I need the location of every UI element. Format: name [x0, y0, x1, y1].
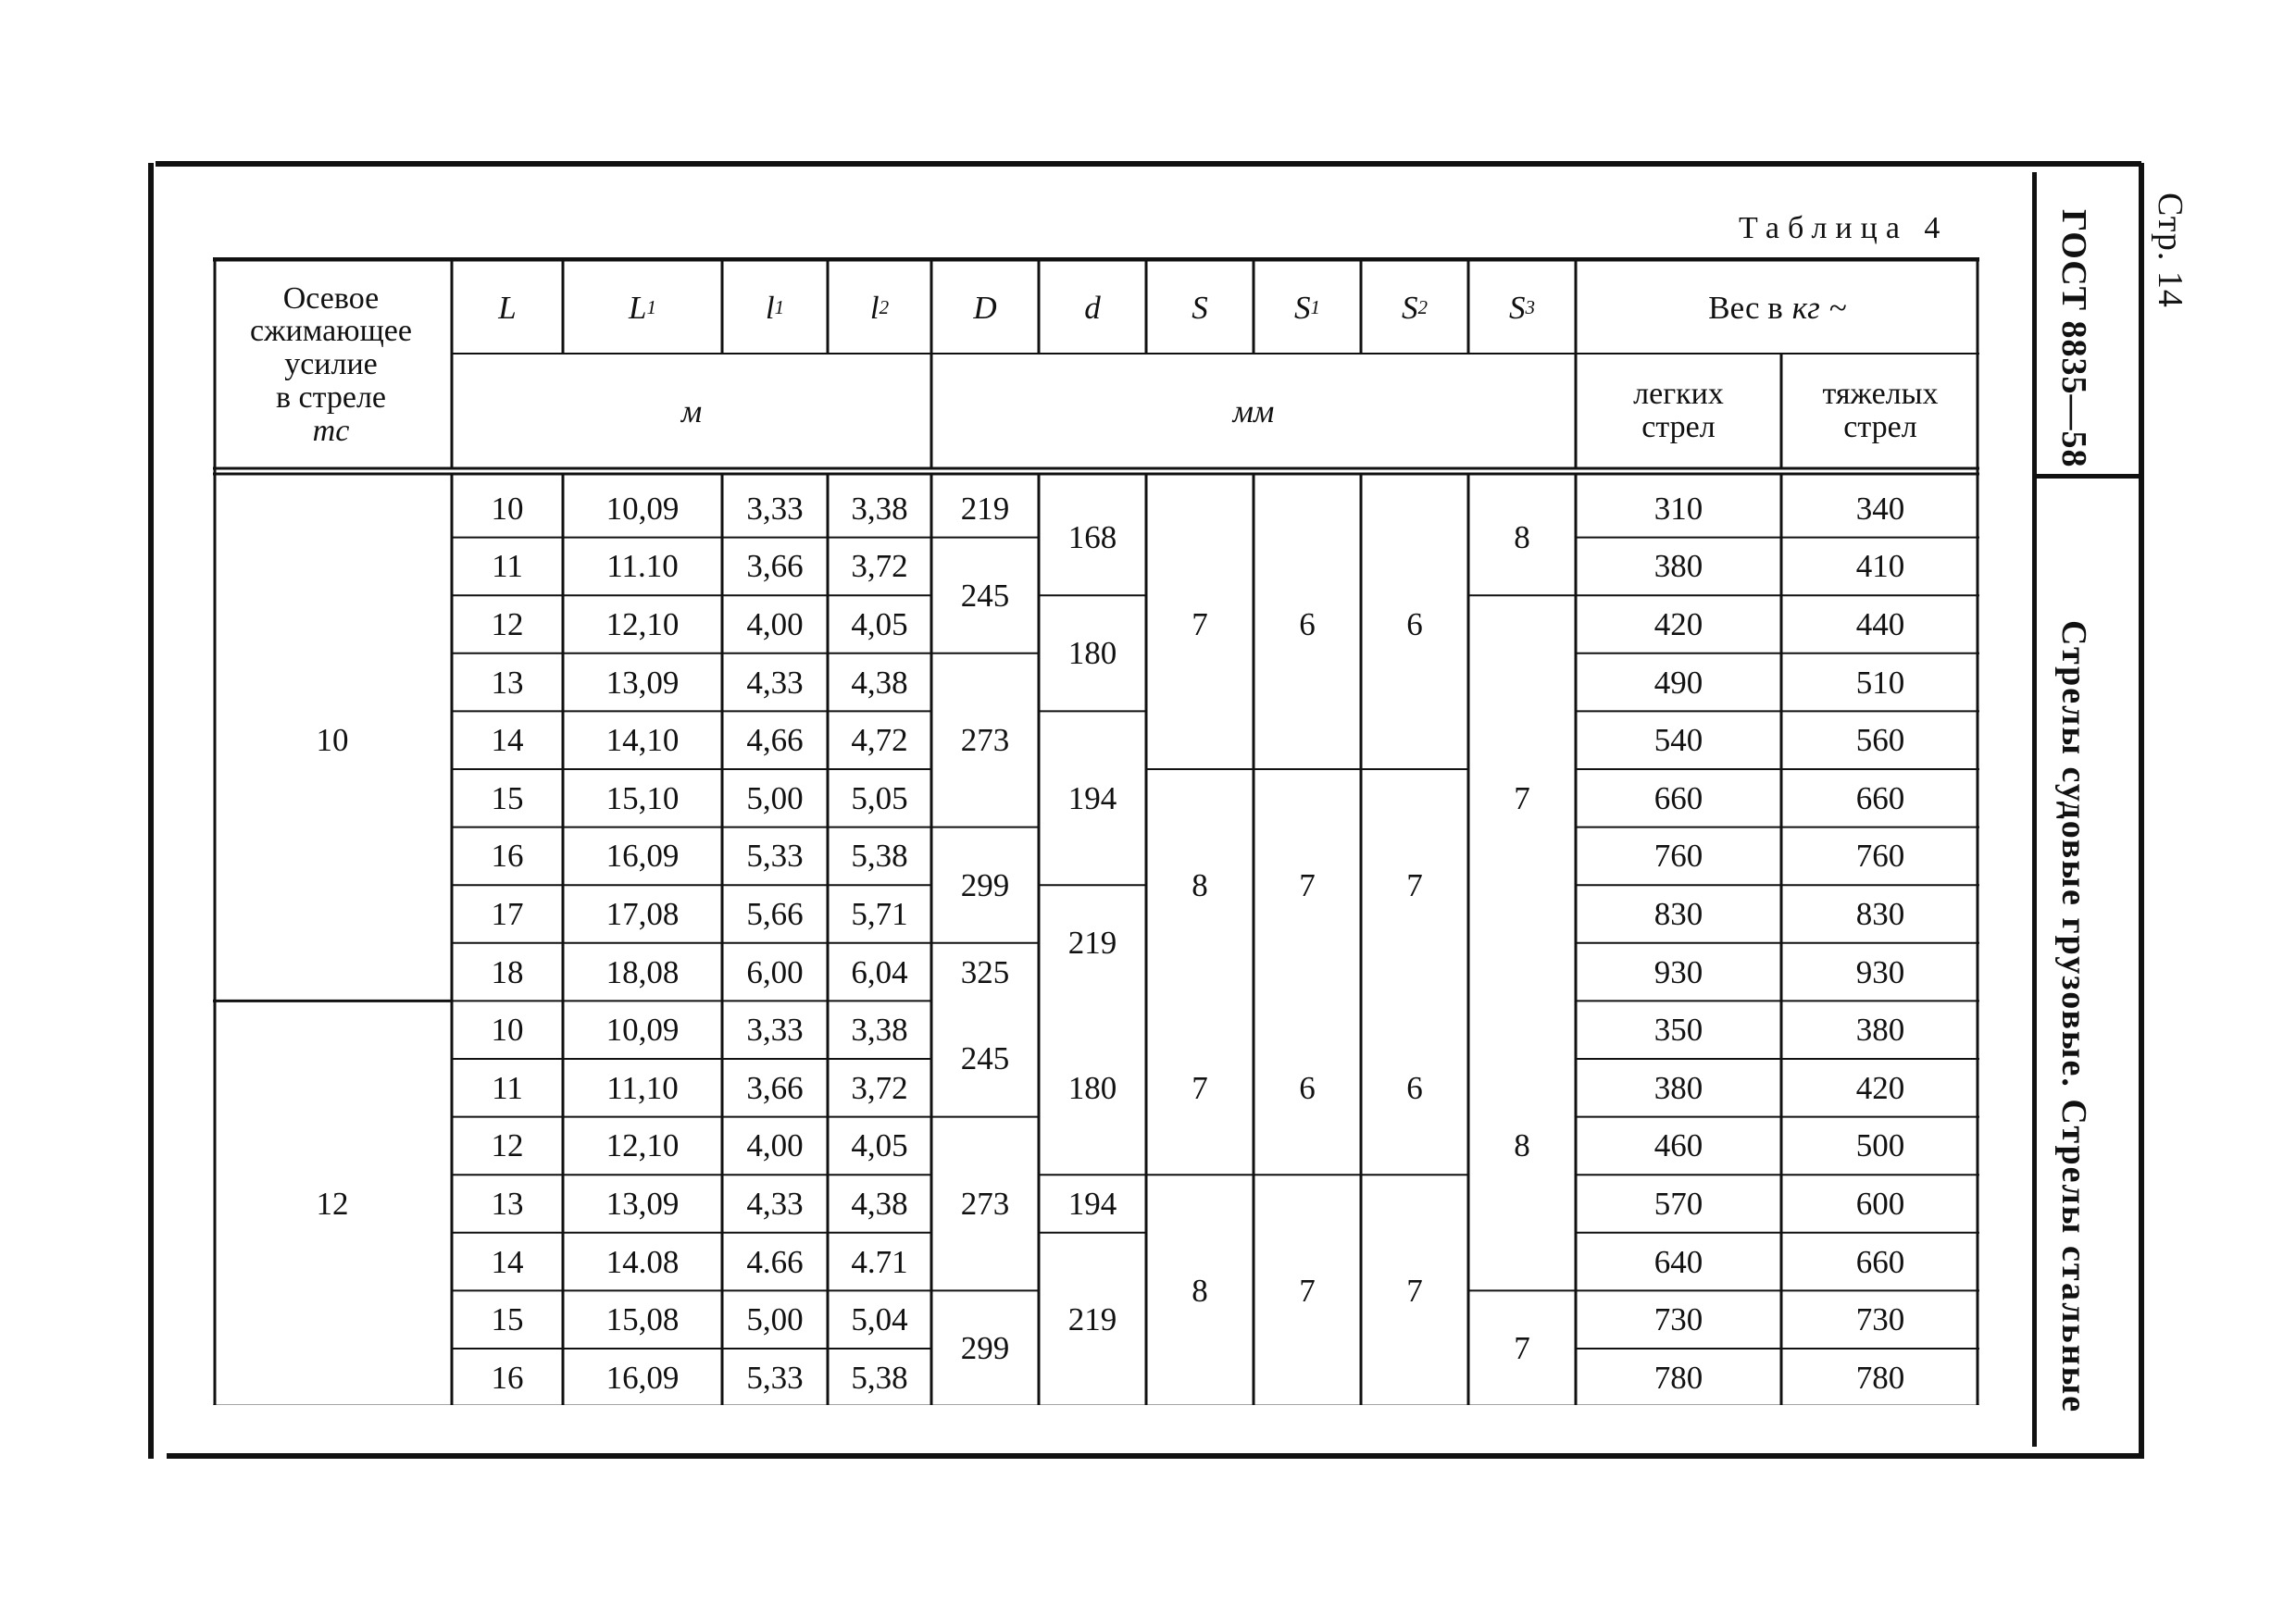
header-L1: [563, 263, 722, 352]
cell-S2: 6: [1406, 606, 1423, 642]
cell-D: 273: [960, 1185, 1010, 1222]
cell-L: 14: [491, 722, 524, 759]
cell-S3: 8: [1514, 519, 1530, 556]
cell-L1: 10,09: [605, 490, 680, 527]
cell-L1: 15,08: [605, 1301, 680, 1338]
cell-L1: 11,10: [606, 1069, 679, 1106]
cell-weight-light: 830: [1653, 895, 1703, 932]
cell-L1: 12,10: [605, 1127, 680, 1164]
cell-S3: 8: [1514, 1127, 1530, 1164]
cell-L1: 16,09: [605, 838, 680, 875]
cell-S: 7: [1192, 606, 1208, 642]
cell-l2: 3,72: [851, 1069, 908, 1106]
header-S3-text: S: [1509, 289, 1526, 326]
header-unit-mm: [931, 357, 1576, 465]
cell-weight-heavy: 830: [1855, 895, 1905, 932]
header-S2: [1361, 263, 1468, 352]
cell-l1: 4,00: [746, 605, 804, 642]
cell-L: 10: [491, 490, 524, 527]
cell-weight-heavy: 420: [1855, 1069, 1905, 1106]
cell-d: 194: [1067, 779, 1117, 816]
cell-D: 325: [960, 953, 1010, 990]
header-l1-text: l: [765, 289, 775, 326]
header-S2-sub: 2: [1417, 295, 1428, 318]
cell-d: 180: [1067, 635, 1117, 672]
cell-L1: 18,08: [605, 953, 680, 990]
cell-l2: 5,71: [851, 895, 908, 932]
cell-l1: 5,00: [746, 1301, 804, 1338]
cell-l1: 6,00: [746, 953, 804, 990]
cell-weight-heavy: 930: [1855, 953, 1905, 990]
cell-l1: 3,66: [746, 548, 804, 585]
cell-S1: 7: [1299, 866, 1316, 903]
header-L: [452, 263, 563, 352]
header-light-line-2: стрел: [1641, 410, 1716, 444]
cell-weight-light: 660: [1653, 779, 1703, 816]
header-light-line-1: легких: [1633, 377, 1724, 412]
header-force-line-1: Осевое: [282, 280, 380, 316]
cell-l1: 5,00: [746, 779, 804, 816]
cell-L1: 10,09: [605, 1012, 680, 1049]
cell-D: 245: [960, 1040, 1010, 1077]
cell-L: 10: [491, 1012, 524, 1049]
axial-force-value: 10: [316, 722, 349, 759]
header-S: [1146, 263, 1254, 352]
cell-L: 16: [491, 838, 524, 875]
cell-weight-heavy: 560: [1855, 722, 1905, 759]
cell-weight-light: 490: [1653, 664, 1703, 701]
header-light-booms: [1576, 357, 1781, 465]
cell-l1: 5,33: [746, 1359, 804, 1396]
table-caption: Таблица 4: [1739, 211, 1949, 245]
header-weight-unit: кг: [1791, 289, 1820, 326]
header-force-line-2: сжимающее: [250, 314, 412, 349]
cell-weight-light: 760: [1653, 838, 1703, 875]
cell-L1: 12,10: [605, 605, 680, 642]
cell-l2: 3,72: [851, 548, 908, 585]
cell-weight-light: 570: [1653, 1185, 1703, 1222]
cell-weight-heavy: 730: [1855, 1301, 1905, 1338]
cell-weight-heavy: 380: [1855, 1012, 1905, 1049]
cell-weight-heavy: 600: [1855, 1185, 1905, 1222]
cell-l2: 4,05: [851, 605, 908, 642]
cell-S: 7: [1192, 1069, 1208, 1106]
cell-L: 18: [491, 953, 524, 990]
cell-l2: 3,38: [851, 1012, 908, 1049]
header-weight-text: Вес в: [1708, 289, 1783, 326]
cell-l1: 4,33: [746, 664, 804, 701]
cell-weight-heavy: 780: [1855, 1359, 1905, 1396]
cell-D: 299: [960, 1330, 1010, 1367]
cell-L: 17: [491, 895, 524, 932]
cell-S1: 6: [1299, 1069, 1316, 1106]
header-force-line-3: усилие: [284, 347, 378, 382]
header-heavy-line-1: тяжелых: [1822, 377, 1939, 412]
cell-l2: 3,38: [851, 490, 908, 527]
cell-weight-heavy: 410: [1855, 548, 1905, 585]
cell-l2: 6,04: [851, 953, 908, 990]
cell-l2: 4,38: [851, 1185, 908, 1222]
header-L1-sub: 1: [646, 295, 656, 318]
header-heavy-line-2: стрел: [1843, 410, 1917, 444]
document-title: Стрелы судовые грузовые. Стрелы стальные: [2054, 620, 2093, 1414]
axial-force-value: 12: [316, 1185, 349, 1222]
cell-d: 219: [1067, 1301, 1117, 1338]
header-axial-force: [213, 263, 449, 466]
frame-top-rule: [156, 161, 2141, 167]
cell-weight-light: 730: [1653, 1301, 1703, 1338]
header-L1-text: L: [629, 289, 647, 326]
cell-l1: 3,66: [746, 1069, 804, 1106]
header-D-text: D: [973, 289, 997, 326]
cell-l2: 5,05: [851, 779, 908, 816]
cell-l2: 5,04: [851, 1301, 908, 1338]
header-l2-sub: 2: [879, 295, 890, 318]
header-weight-tilde: ~: [1828, 289, 1847, 326]
cell-d: 180: [1067, 1069, 1117, 1106]
cell-L1: 13,09: [605, 664, 680, 701]
cell-D: 245: [960, 577, 1010, 614]
cell-weight-heavy: 760: [1855, 838, 1905, 875]
header-unit-mm-text: мм: [1232, 392, 1275, 429]
cell-L: 11: [492, 1069, 523, 1106]
header-unit-m: [452, 357, 931, 465]
cell-L: 15: [491, 779, 524, 816]
cell-l1: 4,00: [746, 1127, 804, 1164]
cell-L: 11: [492, 548, 523, 585]
header-S1-text: S: [1294, 289, 1311, 326]
cell-L1: 13,09: [605, 1185, 680, 1222]
header-S1-sub: 1: [1310, 295, 1320, 318]
header-S-text: S: [1192, 289, 1208, 326]
cell-weight-light: 310: [1653, 490, 1703, 527]
cell-l1: 5,33: [746, 838, 804, 875]
cell-l1: 3,33: [746, 490, 804, 527]
cell-weight-light: 380: [1653, 1069, 1703, 1106]
cell-weight-heavy: 660: [1855, 779, 1905, 816]
cell-L1: 14,10: [605, 722, 680, 759]
cell-d: 168: [1067, 519, 1117, 556]
cell-L: 12: [491, 605, 524, 642]
header-l2-text: l: [869, 289, 880, 326]
cell-l1: 5,66: [746, 895, 804, 932]
cell-d: 219: [1067, 925, 1117, 962]
frame-left-rule: [148, 163, 154, 1459]
cell-L: 13: [491, 664, 524, 701]
header-l1-sub: 1: [774, 295, 785, 318]
cell-L: 16: [491, 1359, 524, 1396]
frame-bottom-rule: [167, 1453, 2143, 1459]
cell-D: 299: [960, 866, 1010, 903]
cell-L1: 14.08: [605, 1243, 680, 1280]
header-d: [1039, 263, 1146, 352]
cell-weight-heavy: 510: [1855, 664, 1905, 701]
header-unit-m-text: м: [680, 392, 703, 429]
cell-S3: 7: [1514, 779, 1530, 816]
cell-weight-light: 780: [1653, 1359, 1703, 1396]
header-S1: [1254, 263, 1361, 352]
header-l2: [828, 263, 931, 352]
cell-weight-light: 930: [1653, 953, 1703, 990]
cell-weight-light: 350: [1653, 1012, 1703, 1049]
data-table: [213, 257, 1979, 1405]
header-weight: [1576, 263, 1979, 352]
header-S3: [1468, 263, 1576, 352]
header-heavy-booms: [1781, 357, 1979, 465]
cell-l1: 4,33: [746, 1185, 804, 1222]
cell-L1: 17,08: [605, 895, 680, 932]
cell-l2: 4,38: [851, 664, 908, 701]
cell-L: 13: [491, 1185, 524, 1222]
header-d-text: d: [1084, 289, 1101, 326]
page-number: Стр. 14: [2151, 193, 2190, 308]
gost-code: ГОСТ 8835—58: [2054, 209, 2093, 468]
cell-S1: 7: [1299, 1272, 1316, 1309]
cell-weight-light: 460: [1653, 1127, 1703, 1164]
cell-weight-light: 420: [1653, 605, 1703, 642]
header-S3-sub: 3: [1525, 295, 1535, 318]
cell-l2: 4,05: [851, 1127, 908, 1164]
side-panel-divider: [2037, 474, 2139, 479]
cell-l1: 3,33: [746, 1012, 804, 1049]
cell-weight-heavy: 340: [1855, 490, 1905, 527]
cell-weight-heavy: 440: [1855, 605, 1905, 642]
cell-weight-heavy: 660: [1855, 1243, 1905, 1280]
cell-L1: 11.10: [606, 548, 679, 585]
cell-l2: 5,38: [851, 838, 908, 875]
cell-L1: 16,09: [605, 1359, 680, 1396]
cell-weight-light: 640: [1653, 1243, 1703, 1280]
header-S2-text: S: [1402, 289, 1418, 326]
cell-l1: 4.66: [746, 1243, 804, 1280]
cell-l2: 5,38: [851, 1359, 908, 1396]
header-L-text: L: [498, 289, 517, 326]
cell-S: 8: [1192, 1272, 1208, 1309]
cell-l2: 4,72: [851, 722, 908, 759]
cell-S2: 7: [1406, 866, 1423, 903]
header-force-unit: тс: [312, 413, 350, 448]
cell-d: 194: [1067, 1185, 1117, 1222]
cell-L1: 15,10: [605, 779, 680, 816]
cell-S: 8: [1192, 866, 1208, 903]
cell-l1: 4,66: [746, 722, 804, 759]
cell-D: 273: [960, 722, 1010, 759]
cell-L: 12: [491, 1127, 524, 1164]
header-l1: [722, 263, 828, 352]
cell-weight-light: 540: [1653, 722, 1703, 759]
cell-S1: 6: [1299, 606, 1316, 642]
cell-D: 219: [960, 490, 1010, 527]
header-D: [931, 263, 1039, 352]
cell-weight-heavy: 500: [1855, 1127, 1905, 1164]
cell-S2: 6: [1406, 1069, 1423, 1106]
cell-weight-light: 380: [1653, 548, 1703, 585]
cell-l2: 4.71: [851, 1243, 908, 1280]
cell-L: 14: [491, 1243, 524, 1280]
cell-S3: 7: [1514, 1330, 1530, 1367]
cell-S2: 7: [1406, 1272, 1423, 1309]
cell-L: 15: [491, 1301, 524, 1338]
header-force-line-4: в стреле: [275, 379, 387, 415]
